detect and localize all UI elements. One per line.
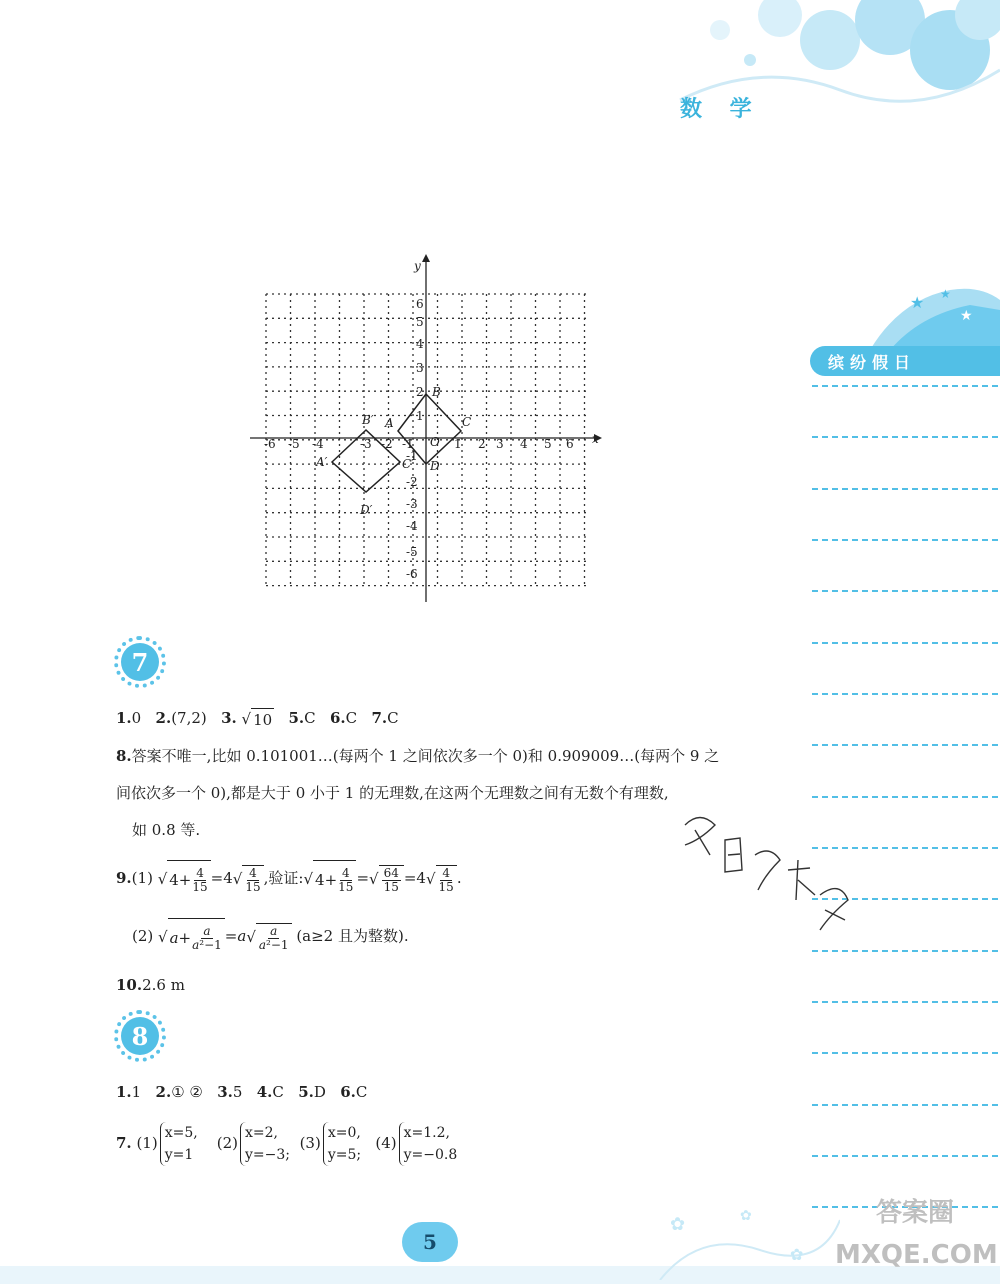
equation-system: x=5, y=1 — [158, 1122, 198, 1166]
answer-9-part1: 9.(1) √ 4+ $\frac{4}{15}$ =4√ $\frac{4}{15}$ ,验证:√ 4+ $\frac{4}{15}$ =√ $\frac{64}{15}$ =4√ $\frac{4}{15}$ . — [116, 860, 462, 898]
x-tick: -1 — [402, 437, 414, 451]
equation-system: x=1.2, y=−0.8 — [397, 1122, 458, 1166]
y-tick: 4 — [416, 337, 424, 351]
svg-text:★: ★ — [910, 293, 925, 312]
point-label-d2: D′ — [360, 503, 373, 517]
y-tick: 5 — [416, 315, 424, 329]
coordinate-graph — [240, 250, 620, 610]
note-line — [812, 1155, 998, 1157]
note-line — [812, 590, 998, 592]
point-label-a2: A′ — [316, 455, 328, 469]
sidebar-tab: 缤纷假日 — [810, 346, 1000, 376]
note-line — [812, 1001, 998, 1003]
answers-line-7a: 1.0 2.(7,2) 3. √ 10 5.C 6.C 7.C — [116, 709, 399, 729]
section-badge-7 — [114, 636, 166, 688]
floral-decoration-bottom — [640, 1190, 840, 1280]
note-line — [812, 1052, 998, 1054]
section-badge-8 — [114, 1010, 166, 1062]
answer-8-line1: 8.答案不唯一,比如 0.101001…(每两个 1 之间依次多一个 0)和 0.909009…(每两个 9 之 — [116, 747, 720, 765]
svg-text:✿: ✿ — [740, 1208, 752, 1224]
svg-text:★: ★ — [940, 287, 951, 301]
x-tick: 5 — [544, 437, 552, 451]
svg-text:★: ★ — [960, 308, 973, 324]
y-tick: 1 — [416, 409, 424, 423]
y-axis-arrow — [422, 254, 430, 262]
answer-9-part2: (2) √ a + $\frac{a}{\text{a²−1}}$ =a√ $\frac{a}{\text{a²−1}}$ (a≥2 且为整数). — [132, 918, 409, 956]
section-number: 8 — [121, 1017, 159, 1055]
handwriting-signature — [670, 800, 860, 940]
x-tick: 4 — [520, 437, 528, 451]
y-tick: 6 — [416, 297, 424, 311]
x-tick: -2 — [381, 437, 393, 451]
equation-system: x=0, y=5; — [321, 1122, 361, 1166]
x-tick: 3 — [496, 437, 504, 451]
note-line — [812, 950, 998, 952]
point-label-b2: B′ — [362, 413, 374, 427]
x-tick: -4 — [312, 437, 324, 451]
x-tick: 6 — [566, 437, 574, 451]
page-number: 5 — [402, 1222, 458, 1262]
note-line — [812, 744, 998, 746]
answer-8-line3: 如 0.8 等. — [132, 821, 201, 839]
x-tick: -6 — [264, 437, 276, 451]
subject-title: 数 学 — [680, 97, 762, 122]
note-line — [812, 642, 998, 644]
x-tick: 1 — [454, 437, 462, 451]
note-line — [812, 796, 998, 798]
x-tick: 2 — [478, 437, 486, 451]
y-axis-label: y — [414, 259, 421, 273]
equation-system: x=2, y=−3; — [238, 1122, 290, 1166]
x-tick: -5 — [288, 437, 300, 451]
point-label-c2: C′ — [402, 457, 414, 471]
x-axis-label: x — [592, 432, 599, 446]
section-number: 7 — [121, 643, 159, 681]
y-tick: -3 — [406, 497, 418, 511]
answer-8-line2: 间依次多一个 0),都是大于 0 小于 1 的无理数,在这两个无理数之间有无数个有理数, — [116, 784, 669, 802]
note-line — [812, 1104, 998, 1106]
answer-7-systems: 7. (1) x=5, y=1 (2) x=2, y=−3; (3) x=0, y=5; (4) x=1.2, y=−0.8 — [116, 1118, 457, 1168]
svg-text:✿: ✿ — [670, 1214, 686, 1235]
point-label-b: B — [432, 385, 441, 399]
x-tick: -3 — [360, 437, 372, 451]
note-line — [812, 436, 998, 438]
y-tick: 3 — [416, 361, 424, 375]
note-line — [812, 488, 998, 490]
y-tick: -2 — [406, 475, 418, 489]
note-line — [812, 539, 998, 541]
answer-10: 10.2.6 m — [116, 976, 185, 994]
note-line — [812, 693, 998, 695]
answers-line-8a: 1.1 2.① ② 3.5 4.C 5.D 6.C — [116, 1083, 368, 1101]
splash-decoration — [860, 280, 1000, 350]
svg-text:✿: ✿ — [790, 1245, 804, 1264]
note-line — [812, 385, 998, 387]
origin-label: O — [430, 435, 440, 449]
point-label-c: C — [462, 415, 472, 429]
watermark-logo: 答案圈 MXQE.COM — [835, 1198, 998, 1270]
y-tick: 2 — [416, 385, 424, 399]
y-tick: -6 — [406, 567, 418, 581]
point-label-d: D — [430, 459, 440, 473]
y-tick: -5 — [406, 545, 418, 559]
point-label-a: A — [385, 416, 394, 430]
y-tick: -1 — [406, 449, 418, 463]
y-tick: -4 — [406, 519, 418, 533]
sqrt-expression: √ 10 — [241, 710, 273, 729]
